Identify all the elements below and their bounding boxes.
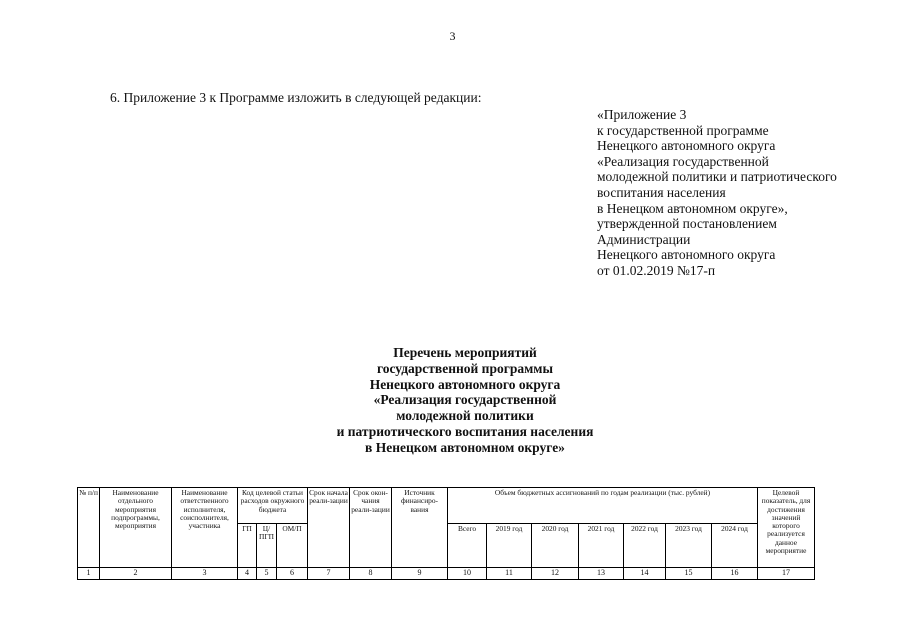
column-number: 17 [758, 568, 815, 580]
subheader-year: 2020 год [532, 524, 579, 568]
appendix-line: Ненецкого автономного округа [597, 247, 776, 263]
column-number: 13 [579, 568, 624, 580]
column-number: 3 [172, 568, 238, 580]
item-6-text: 6. Приложение 3 к Программе изложить в следующей редакции: [110, 90, 482, 105]
title-line: Перечень мероприятий [393, 345, 537, 360]
subheader-cpgp: Ц/ПГП [257, 524, 277, 568]
appendix-line: утвержденной постановлением [597, 216, 777, 232]
column-number: 5 [257, 568, 277, 580]
header-funding-source: Источник финансиро-вания [392, 488, 448, 568]
subheader-total: Всего [448, 524, 487, 568]
title-line: молодежной политики [396, 408, 534, 424]
title-line: государственной программы [376, 360, 554, 376]
document-title [300, 345, 630, 456]
subheader-year: 2024 год [712, 524, 758, 568]
column-number: 12 [532, 568, 579, 580]
appendix-line: молодежной политики и патриотического [597, 169, 837, 185]
column-number: 16 [712, 568, 758, 580]
header-budget-code: Код целевой статьи расходов окружного бюджета [238, 488, 308, 524]
subheader-year: 2019 год [487, 524, 532, 568]
subheader-gp: ГП [238, 524, 257, 568]
column-number: 6 [277, 568, 308, 580]
header-start-date: Срок начала реали-зации [308, 488, 350, 568]
column-number: 1 [78, 568, 100, 580]
appendix-line: Ненецкого автономного округа [597, 138, 776, 154]
header-target-indicator: Целевой показатель, для достижения значений которого реализуется данное мероприятие [758, 488, 815, 568]
column-number: 14 [624, 568, 666, 580]
column-number: 7 [308, 568, 350, 580]
appendix-line: от 01.02.2019 №17-п [597, 262, 716, 278]
subheader-omp: ОМ/П [277, 524, 308, 568]
appendix-header [597, 107, 837, 279]
column-number: 4 [238, 568, 257, 580]
appendix-line: Администрации [597, 231, 691, 247]
column-number: 2 [100, 568, 172, 580]
appendix-line: в Ненецком автономном округе», [597, 200, 788, 216]
header-budget-volume: Объем бюджетных ассигнований по годам реализации (тыс. рублей) [448, 488, 758, 524]
title-line: в Ненецком автономном округе» [365, 439, 565, 455]
subheader-year: 2023 год [666, 524, 712, 568]
header-measure-name: Наименование отдельного мероприятия подпрограммы, мероприятия [100, 488, 172, 568]
page-number: 3 [449, 29, 456, 43]
column-number: 15 [666, 568, 712, 580]
appendix-line: воспитания населения [597, 184, 726, 200]
column-number: 8 [350, 568, 392, 580]
column-number: 11 [487, 568, 532, 580]
column-numbers-row [78, 568, 815, 580]
appendix-line: «Реализация государственной [597, 153, 769, 169]
title-line: и патриотического воспитания населения [336, 423, 594, 439]
header-num: № п/п [78, 488, 100, 568]
title-line: Ненецкого автономного округа [369, 376, 561, 392]
title-line: «Реализация государственной [373, 392, 557, 408]
subheader-year: 2021 год [579, 524, 624, 568]
appendix-line: к государственной программе [597, 122, 769, 138]
column-number: 9 [392, 568, 448, 580]
subheader-year: 2022 год [624, 524, 666, 568]
appendix-line: «Приложение 3 [597, 107, 687, 122]
measures-table [77, 487, 815, 580]
header-executor: Наименование ответственного исполнителя, соисполнителя, участника [172, 488, 238, 568]
column-number: 10 [448, 568, 487, 580]
header-end-date: Срок окон-чания реали-зации [350, 488, 392, 568]
